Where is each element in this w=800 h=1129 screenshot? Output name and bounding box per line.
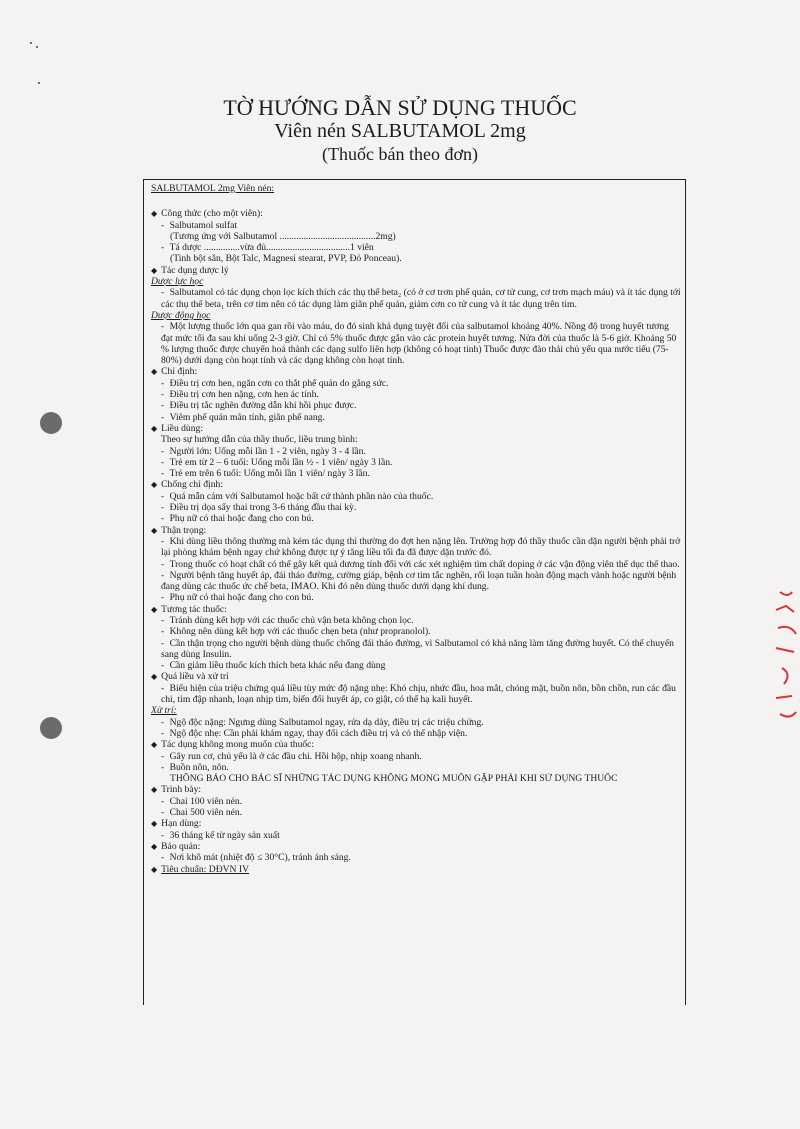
section-storage: ◆ Bảo quản: <box>151 841 681 852</box>
section-presentation: ◆ Trình bày: <box>151 784 681 795</box>
document-title: TỜ HƯỚNG DẪN SỬ DỤNG THUỐC <box>223 95 577 120</box>
list-item: - Buồn nôn, nôn. <box>151 762 681 773</box>
side-effects-notice: THÔNG BÁO CHO BÁC SĨ NHỮNG TÁC DỤNG KHÔNG MONG MUỐN GẶP PHẢI KHI SỬ DỤNG THUỐC <box>170 773 618 785</box>
dosage-intro: Theo sự hướng dẫn của thầy thuốc, liều trung bình: <box>161 434 358 446</box>
list-item: - Chai 100 viên nén. <box>151 796 681 807</box>
product-name: Viên nén SALBUTAMOL 2mg <box>274 120 526 142</box>
subsection-treatment: Xử trí: <box>151 705 177 717</box>
list-item: - Người bệnh tăng huyết áp, đái tháo đường, cường giáp, bệnh cơ tim tắc nghẽn, rối loạn tuần hoàn động mạch vành hoặc người bệnh đang dùng các thuốc ức chế beta, IMAO. Khi đó nên dùng thuốc dưới dạng khí dung. <box>151 570 681 593</box>
section-pharmacology: ◆ Tác dụng dược lý <box>151 265 681 276</box>
list-item: - Không nên dùng kết hợp với các thuốc chẹn beta (như propranolol). <box>151 626 681 637</box>
list-item: - Ngộ độc nhẹ: Cần phải khám ngay, thay đổi cách điều trị và có thể nhập viện. <box>151 728 681 739</box>
formula-line: (Tinh bột sắn, Bột Talc, Magnesi stearat, PVP, Đỏ Ponceau). <box>170 253 402 265</box>
scan-speck <box>30 42 32 44</box>
prescription-note: (Thuốc bán theo đơn) <box>322 144 478 164</box>
section-precautions: ◆ Thận trọng: <box>151 525 681 536</box>
section-contraindications: ◆ Chống chỉ định: <box>151 479 681 490</box>
list-item: - Người lớn: Uống mỗi lần 1 - 2 viên, ngày 3 - 4 lần. <box>151 446 681 457</box>
section-side-effects: ◆ Tác dụng không mong muốn của thuốc: <box>151 739 681 750</box>
punch-hole-top <box>40 412 62 434</box>
list-item: - Tránh dùng kết hợp với các thuốc chủ vận beta không chọn lọc. <box>151 615 681 626</box>
punch-hole-bottom <box>40 717 62 739</box>
list-item: - Quá mẫn cảm với Salbutamol hoặc bất cứ thành phần nào của thuốc. <box>151 491 681 502</box>
formula-line: - Salbutamol sulfat <box>151 220 681 231</box>
list-item: - Ngộ độc nặng: Ngưng dùng Salbutamol ngay, rửa dạ dày, điều trị các triệu chứng. <box>151 717 681 728</box>
section-overdose: ◆ Quá liều và xử trí <box>151 671 681 682</box>
section-formula: ◆ Công thức (cho một viên): <box>151 208 681 219</box>
formula-line: - Tá dược ...............vừa đủ...................................1 viên <box>151 242 681 253</box>
list-item: - Viêm phế quản mãn tính, giãn phế nang. <box>151 412 681 423</box>
paragraph: - Một lượng thuốc lớn qua gan rồi vào máu, do đó sinh khả dụng tuyệt đối của salbutamol khoảng 40%. Nồng độ trong huyết tương đạt mức tối đa sau khi uống 2-3 giờ. Chỉ có 5% thuốc được gắn vào các protein huyết tương. Nửa đời của thuốc là 5-6 giờ. Khoảng 50 % lượng thuốc được chuyển hoá thành các dạng sulfo liên hợp (không có hoạt tính) Thuốc được đào thải chủ yếu qua nước tiểu (75-80%) dưới dạng còn hoạt tính và các dạng không còn hoạt tính. <box>151 321 681 366</box>
list-item: - Khi dùng liều thông thường mà kém tác dụng thì thường do đợt hen nặng lên. Trường hợp đó thầy thuốc cần dặn người bệnh phải trở lại phòng khám bệnh ngay chứ không được tự ý tăng liều tối đa đã được dặn trước đó. <box>151 536 681 559</box>
formula-line: (Tương ứng với Salbutamol ........................................2mg) <box>170 230 396 242</box>
list-item: - Phụ nữ có thai hoặc đang cho con bú. <box>151 513 681 524</box>
product-heading: SALBUTAMOL 2mg Viên nén: <box>151 183 275 194</box>
section-dosage: ◆ Liều dùng: <box>151 423 681 434</box>
section-interactions: ◆ Tương tác thuốc: <box>151 604 681 615</box>
list-item: - Điều trị cơn hen nặng, cơn hen ác tính. <box>151 389 681 400</box>
scan-speck <box>38 82 40 84</box>
list-item: - Trẻ em từ 2 – 6 tuổi: Uống mỗi lần ½ - 1 viên/ ngày 3 lần. <box>151 457 681 468</box>
list-item: - Chai 500 viên nén. <box>151 807 681 818</box>
leaflet-body <box>151 183 681 875</box>
section-standard <box>151 864 681 875</box>
scan-speck <box>36 46 38 48</box>
section-shelf-life: ◆ Hạn dùng: <box>151 818 681 829</box>
subsection-pharmacodynamics: Dược lực học <box>151 276 204 288</box>
list-item: - Phụ nữ có thai hoặc đang cho con bú. <box>151 592 681 603</box>
list-item: - Trong thuốc có hoạt chất có thể gây kết quả dương tính đối với các xét nghiệm tìm chất doping ở các vận động viên thể dục thể thao. <box>151 559 681 570</box>
standard-text: Tiêu chuẩn: DĐVN IV <box>161 863 250 875</box>
list-item: - Cần thận trọng cho người bệnh dùng thuốc chống đái tháo đường, vì Salbutamol có khả năng làm tăng đường huyết. Có thể chuyển sang dùng Insulin. <box>151 638 681 661</box>
list-item: - Điều trị cơn hen, ngăn cơn co thắt phế quản do gắng sức. <box>151 378 681 389</box>
list-item: - Nơi khô mát (nhiệt độ ≤ 30°C), tránh ánh sáng. <box>151 852 681 863</box>
list-item: - Gây run cơ, chủ yếu là ở các đầu chi. Hồi hộp, nhịp xoang nhanh. <box>151 751 681 762</box>
red-stamp-fragment <box>772 588 800 728</box>
document-header <box>0 96 800 166</box>
list-item: - Biểu hiện của triệu chứng quá liều tùy mức độ nặng nhẹ: Khó chịu, nhức đầu, hoa mắt, chóng mặt, buồn nôn, bồn chồn, run các đầu chi, tim đập nhanh, loạn nhịp tim, biến đổi huyết áp, co giật, có thể hạ kali huyết. <box>151 683 681 706</box>
paragraph: - Salbutamol có tác dụng chọn lọc kích thích các thụ thể beta₂ (có ở cơ trơn phế quản, cơ tử cung, cơ trơn mạch máu) và ít tác dụng tới các thụ thể beta₁ trên cơ tim nên có tác dụng làm giãn phế quản, giảm cơn co tử cung và ít tác dụng trên tim. <box>151 287 681 310</box>
subsection-pharmacokinetics: Dược động học <box>151 309 211 321</box>
list-item: - Cần giảm liều thuốc kích thích beta khác nếu đang dùng <box>151 660 681 671</box>
section-indications: ◆ Chỉ định: <box>151 366 681 377</box>
list-item: - Điều trị dọa sẩy thai trong 3-6 tháng đầu thai kỳ. <box>151 502 681 513</box>
list-item: - 36 tháng kể từ ngày sản xuất <box>151 830 681 841</box>
list-item: - Trẻ em trên 6 tuổi: Uống mỗi lần 1 viên/ ngày 3 lần. <box>151 468 681 479</box>
list-item: - Điều trị tắc nghẽn đường dẫn khí hồi phục được. <box>151 400 681 411</box>
